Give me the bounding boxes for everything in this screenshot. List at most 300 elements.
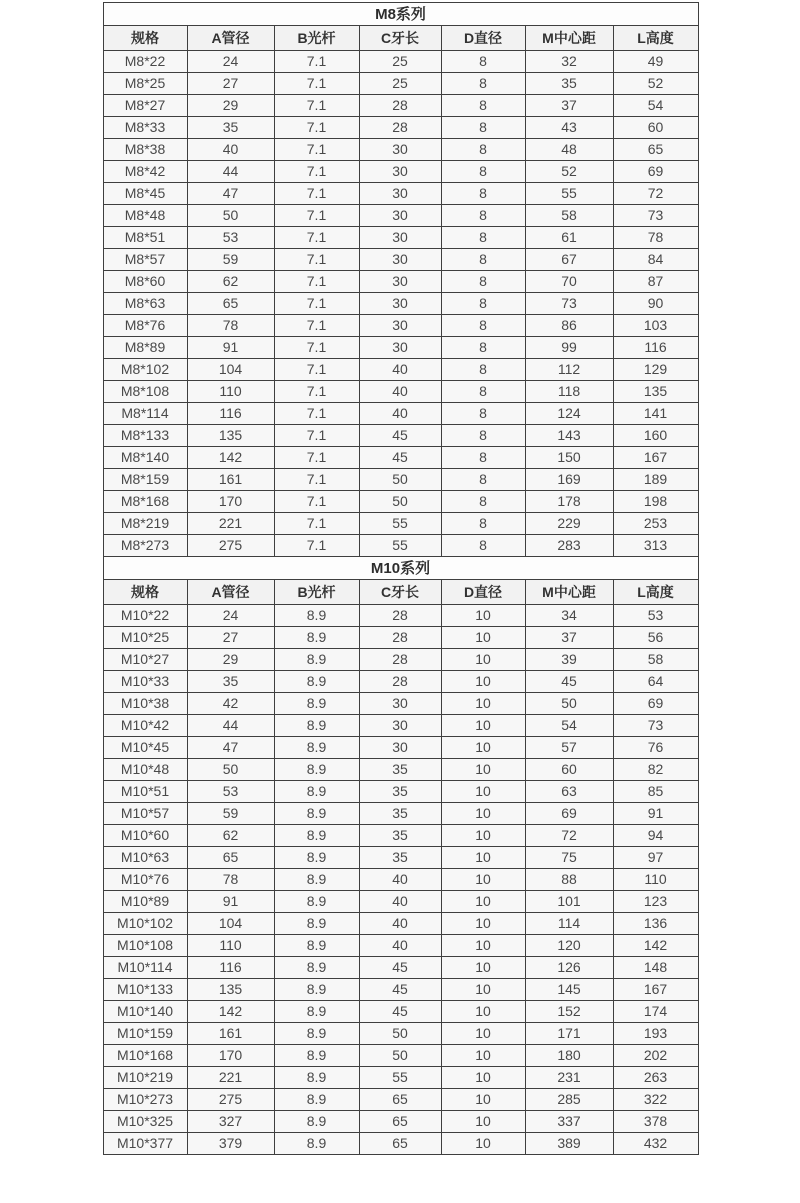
value-cell: 35 [525,73,613,95]
value-cell: 112 [525,359,613,381]
value-cell: 142 [613,935,698,957]
spec-cell: M10*108 [103,935,187,957]
value-cell: 73 [613,715,698,737]
spec-cell: M10*114 [103,957,187,979]
value-cell: 10 [441,891,525,913]
value-cell: 28 [359,95,441,117]
value-cell: 7.1 [274,161,359,183]
spec-cell: M8*42 [103,161,187,183]
value-cell: 30 [359,693,441,715]
table-row [103,425,698,447]
value-cell: 150 [525,447,613,469]
value-cell: 10 [441,1045,525,1067]
value-cell: 65 [187,293,274,315]
table-row [103,161,698,183]
value-cell: 63 [525,781,613,803]
value-cell: 8.9 [274,957,359,979]
table-row [103,781,698,803]
value-cell: 8 [441,73,525,95]
value-cell: 8 [441,227,525,249]
value-cell: 10 [441,1067,525,1089]
value-cell: 10 [441,869,525,891]
value-cell: 60 [525,759,613,781]
spec-cell: M10*25 [103,627,187,649]
value-cell: 148 [613,957,698,979]
value-cell: 62 [187,825,274,847]
value-cell: 45 [359,979,441,1001]
value-cell: 10 [441,1001,525,1023]
value-cell: 40 [359,359,441,381]
table-row [103,51,698,73]
value-cell: 10 [441,759,525,781]
table-row [103,935,698,957]
value-cell: 56 [613,627,698,649]
value-cell: 27 [187,73,274,95]
value-cell: 99 [525,337,613,359]
spec-cell: M10*273 [103,1089,187,1111]
value-cell: 61 [525,227,613,249]
spec-cell: M10*38 [103,693,187,715]
value-cell: 30 [359,227,441,249]
value-cell: 7.1 [274,513,359,535]
value-cell: 8 [441,381,525,403]
column-header: M中心距 [525,26,613,51]
column-header: A管径 [187,26,274,51]
value-cell: 30 [359,205,441,227]
value-cell: 40 [359,913,441,935]
value-cell: 30 [359,139,441,161]
value-cell: 8.9 [274,935,359,957]
value-cell: 7.1 [274,51,359,73]
value-cell: 91 [613,803,698,825]
value-cell: 32 [525,51,613,73]
value-cell: 231 [525,1067,613,1089]
spec-cell: M8*102 [103,359,187,381]
value-cell: 8.9 [274,1133,359,1155]
value-cell: 145 [525,979,613,1001]
value-cell: 8.9 [274,759,359,781]
value-cell: 160 [613,425,698,447]
value-cell: 10 [441,737,525,759]
column-header: M中心距 [525,580,613,605]
spec-cell: M8*27 [103,95,187,117]
value-cell: 65 [359,1133,441,1155]
value-cell: 7.1 [274,535,359,557]
value-cell: 8 [441,183,525,205]
value-cell: 8.9 [274,781,359,803]
column-header-row [103,26,698,51]
value-cell: 7.1 [274,117,359,139]
value-cell: 104 [187,913,274,935]
table-row [103,1067,698,1089]
spec-cell: M8*76 [103,315,187,337]
table-row [103,649,698,671]
value-cell: 8 [441,491,525,513]
value-cell: 103 [613,315,698,337]
value-cell: 69 [613,161,698,183]
value-cell: 50 [525,693,613,715]
value-cell: 91 [187,337,274,359]
column-header: 规格 [103,26,187,51]
table-row [103,605,698,627]
value-cell: 62 [187,271,274,293]
value-cell: 8 [441,95,525,117]
value-cell: 135 [187,979,274,1001]
value-cell: 40 [359,935,441,957]
spec-cell: M10*57 [103,803,187,825]
table-row [103,671,698,693]
spec-cell: M10*102 [103,913,187,935]
value-cell: 10 [441,803,525,825]
value-cell: 72 [525,825,613,847]
value-cell: 53 [187,781,274,803]
spec-cell: M10*133 [103,979,187,1001]
table-row [103,447,698,469]
table-row [103,715,698,737]
table-row [103,535,698,557]
value-cell: 35 [359,759,441,781]
value-cell: 8 [441,315,525,337]
spec-cell: M10*33 [103,671,187,693]
value-cell: 50 [359,469,441,491]
spec-cell: M10*219 [103,1067,187,1089]
value-cell: 263 [613,1067,698,1089]
table-row [103,737,698,759]
value-cell: 30 [359,161,441,183]
value-cell: 129 [613,359,698,381]
value-cell: 45 [359,957,441,979]
value-cell: 45 [359,447,441,469]
value-cell: 8.9 [274,1067,359,1089]
value-cell: 54 [525,715,613,737]
column-header: B光杆 [274,580,359,605]
value-cell: 50 [187,759,274,781]
value-cell: 88 [525,869,613,891]
value-cell: 50 [359,1045,441,1067]
value-cell: 229 [525,513,613,535]
value-cell: 58 [613,649,698,671]
table-row [103,1023,698,1045]
value-cell: 24 [187,51,274,73]
value-cell: 30 [359,715,441,737]
value-cell: 10 [441,935,525,957]
value-cell: 116 [187,403,274,425]
value-cell: 275 [187,535,274,557]
column-header-row [103,580,698,605]
value-cell: 8 [441,447,525,469]
value-cell: 45 [359,1001,441,1023]
spec-cell: M8*60 [103,271,187,293]
spec-cell: M8*159 [103,469,187,491]
value-cell: 75 [525,847,613,869]
table-row [103,381,698,403]
column-header: C牙长 [359,26,441,51]
value-cell: 25 [359,51,441,73]
value-cell: 10 [441,1111,525,1133]
table-row [103,627,698,649]
value-cell: 8.9 [274,803,359,825]
value-cell: 34 [525,605,613,627]
value-cell: 10 [441,715,525,737]
value-cell: 44 [187,161,274,183]
value-cell: 8.9 [274,1089,359,1111]
value-cell: 35 [359,847,441,869]
value-cell: 7.1 [274,315,359,337]
value-cell: 123 [613,891,698,913]
table-row [103,1089,698,1111]
value-cell: 65 [359,1089,441,1111]
value-cell: 7.1 [274,337,359,359]
value-cell: 7.1 [274,95,359,117]
column-header: D直径 [441,26,525,51]
value-cell: 40 [187,139,274,161]
section-title: M8系列 [103,3,698,26]
value-cell: 104 [187,359,274,381]
table-row [103,1111,698,1133]
table-row [103,359,698,381]
value-cell: 7.1 [274,139,359,161]
value-cell: 73 [525,293,613,315]
spec-cell: M10*48 [103,759,187,781]
value-cell: 78 [613,227,698,249]
value-cell: 8 [441,139,525,161]
value-cell: 7.1 [274,381,359,403]
value-cell: 35 [187,117,274,139]
value-cell: 37 [525,95,613,117]
value-cell: 7.1 [274,271,359,293]
value-cell: 193 [613,1023,698,1045]
spec-cell: M8*25 [103,73,187,95]
value-cell: 8.9 [274,605,359,627]
value-cell: 432 [613,1133,698,1155]
spec-table-body [103,3,698,1155]
value-cell: 30 [359,737,441,759]
value-cell: 170 [187,491,274,513]
value-cell: 64 [613,671,698,693]
value-cell: 178 [525,491,613,513]
value-cell: 40 [359,403,441,425]
value-cell: 10 [441,847,525,869]
value-cell: 8 [441,469,525,491]
value-cell: 189 [613,469,698,491]
value-cell: 58 [525,205,613,227]
value-cell: 50 [359,491,441,513]
table-row [103,227,698,249]
spec-cell: M10*140 [103,1001,187,1023]
column-header: A管径 [187,580,274,605]
table-row [103,337,698,359]
value-cell: 221 [187,1067,274,1089]
value-cell: 283 [525,535,613,557]
value-cell: 94 [613,825,698,847]
value-cell: 53 [187,227,274,249]
value-cell: 78 [187,869,274,891]
value-cell: 57 [525,737,613,759]
value-cell: 28 [359,671,441,693]
value-cell: 48 [525,139,613,161]
value-cell: 8 [441,359,525,381]
value-cell: 35 [359,803,441,825]
value-cell: 110 [187,935,274,957]
value-cell: 87 [613,271,698,293]
value-cell: 8 [441,205,525,227]
spec-cell: M8*57 [103,249,187,271]
value-cell: 82 [613,759,698,781]
value-cell: 69 [525,803,613,825]
value-cell: 378 [613,1111,698,1133]
table-row [103,491,698,513]
table-row [103,825,698,847]
spec-cell: M8*38 [103,139,187,161]
spec-cell: M8*140 [103,447,187,469]
value-cell: 52 [613,73,698,95]
value-cell: 10 [441,781,525,803]
table-row [103,117,698,139]
value-cell: 30 [359,293,441,315]
value-cell: 10 [441,627,525,649]
spec-cell: M10*377 [103,1133,187,1155]
section-title-row [103,557,698,580]
column-header: L高度 [613,580,698,605]
value-cell: 65 [613,139,698,161]
value-cell: 275 [187,1089,274,1111]
value-cell: 313 [613,535,698,557]
value-cell: 135 [613,381,698,403]
value-cell: 161 [187,1023,274,1045]
spec-table-container [103,2,698,1155]
spec-cell: M8*51 [103,227,187,249]
spec-cell: M10*27 [103,649,187,671]
value-cell: 60 [613,117,698,139]
value-cell: 86 [525,315,613,337]
value-cell: 85 [613,781,698,803]
table-row [103,957,698,979]
spec-cell: M8*273 [103,535,187,557]
value-cell: 40 [359,869,441,891]
value-cell: 28 [359,605,441,627]
value-cell: 37 [525,627,613,649]
section-title-row [103,3,698,26]
value-cell: 110 [187,381,274,403]
table-row [103,869,698,891]
value-cell: 70 [525,271,613,293]
value-cell: 7.1 [274,205,359,227]
spec-cell: M10*89 [103,891,187,913]
value-cell: 8 [441,249,525,271]
column-header: B光杆 [274,26,359,51]
value-cell: 76 [613,737,698,759]
column-header: 规格 [103,580,187,605]
value-cell: 114 [525,913,613,935]
value-cell: 8.9 [274,891,359,913]
value-cell: 30 [359,249,441,271]
value-cell: 72 [613,183,698,205]
spec-cell: M10*159 [103,1023,187,1045]
table-row [103,249,698,271]
value-cell: 91 [187,891,274,913]
column-header: C牙长 [359,580,441,605]
value-cell: 7.1 [274,293,359,315]
table-row [103,693,698,715]
value-cell: 8 [441,337,525,359]
spec-cell: M10*63 [103,847,187,869]
value-cell: 8.9 [274,869,359,891]
value-cell: 28 [359,649,441,671]
spec-cell: M10*325 [103,1111,187,1133]
value-cell: 8.9 [274,715,359,737]
spec-cell: M8*89 [103,337,187,359]
table-row [103,1001,698,1023]
value-cell: 10 [441,693,525,715]
value-cell: 50 [359,1023,441,1045]
table-row [103,979,698,1001]
value-cell: 141 [613,403,698,425]
value-cell: 221 [187,513,274,535]
value-cell: 180 [525,1045,613,1067]
value-cell: 7.1 [274,425,359,447]
value-cell: 30 [359,271,441,293]
table-row [103,759,698,781]
value-cell: 8 [441,403,525,425]
value-cell: 389 [525,1133,613,1155]
value-cell: 10 [441,1023,525,1045]
value-cell: 55 [359,1067,441,1089]
table-row [103,803,698,825]
value-cell: 8 [441,425,525,447]
value-cell: 322 [613,1089,698,1111]
spec-cell: M8*33 [103,117,187,139]
value-cell: 29 [187,95,274,117]
value-cell: 167 [613,979,698,1001]
value-cell: 174 [613,1001,698,1023]
spec-cell: M8*63 [103,293,187,315]
value-cell: 78 [187,315,274,337]
value-cell: 120 [525,935,613,957]
spec-cell: M8*219 [103,513,187,535]
value-cell: 8 [441,293,525,315]
value-cell: 10 [441,1089,525,1111]
value-cell: 65 [187,847,274,869]
value-cell: 8.9 [274,737,359,759]
value-cell: 7.1 [274,403,359,425]
value-cell: 7.1 [274,447,359,469]
value-cell: 7.1 [274,491,359,513]
spec-cell: M10*22 [103,605,187,627]
value-cell: 10 [441,605,525,627]
value-cell: 8 [441,513,525,535]
spec-table [103,2,699,1155]
value-cell: 161 [187,469,274,491]
table-row [103,205,698,227]
value-cell: 40 [359,381,441,403]
value-cell: 116 [613,337,698,359]
value-cell: 135 [187,425,274,447]
value-cell: 8.9 [274,1111,359,1133]
value-cell: 169 [525,469,613,491]
value-cell: 10 [441,979,525,1001]
value-cell: 35 [187,671,274,693]
table-row [103,1045,698,1067]
value-cell: 65 [359,1111,441,1133]
value-cell: 10 [441,957,525,979]
value-cell: 118 [525,381,613,403]
value-cell: 84 [613,249,698,271]
table-row [103,1133,698,1155]
value-cell: 7.1 [274,73,359,95]
value-cell: 8.9 [274,627,359,649]
value-cell: 8.9 [274,649,359,671]
value-cell: 8.9 [274,1045,359,1067]
